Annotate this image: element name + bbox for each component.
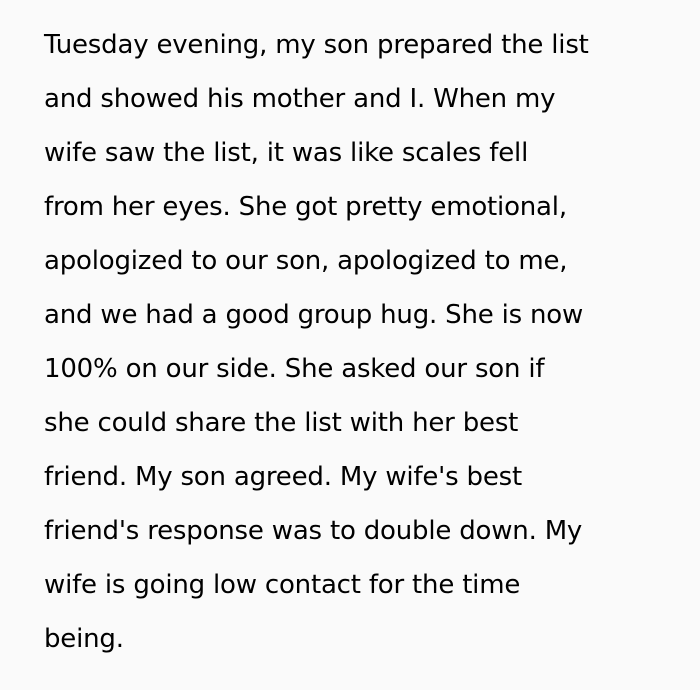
paragraph-line: and we had a good group hug. She is now bbox=[44, 300, 584, 330]
paragraph-line: 100% on our side. She asked our son if bbox=[44, 354, 545, 384]
paragraph-line: friend. My son agreed. My wife's best bbox=[44, 462, 522, 492]
story-paragraph bbox=[44, 18, 694, 666]
paragraph-line: friend's response was to double down. My bbox=[44, 516, 583, 546]
paragraph-line: wife saw the list, it was like scales fell bbox=[44, 138, 529, 168]
paragraph-line: and showed his mother and I. When my bbox=[44, 84, 556, 114]
paragraph-line: she could share the list with her best bbox=[44, 408, 519, 438]
paragraph-line: apologized to our son, apologized to me, bbox=[44, 246, 568, 276]
paragraph-line: Tuesday evening, my son prepared the list bbox=[44, 30, 589, 60]
paragraph-line: wife is going low contact for the time bbox=[44, 570, 521, 600]
paragraph-line: being. bbox=[44, 624, 124, 654]
paragraph-line: from her eyes. She got pretty emotional, bbox=[44, 192, 567, 222]
